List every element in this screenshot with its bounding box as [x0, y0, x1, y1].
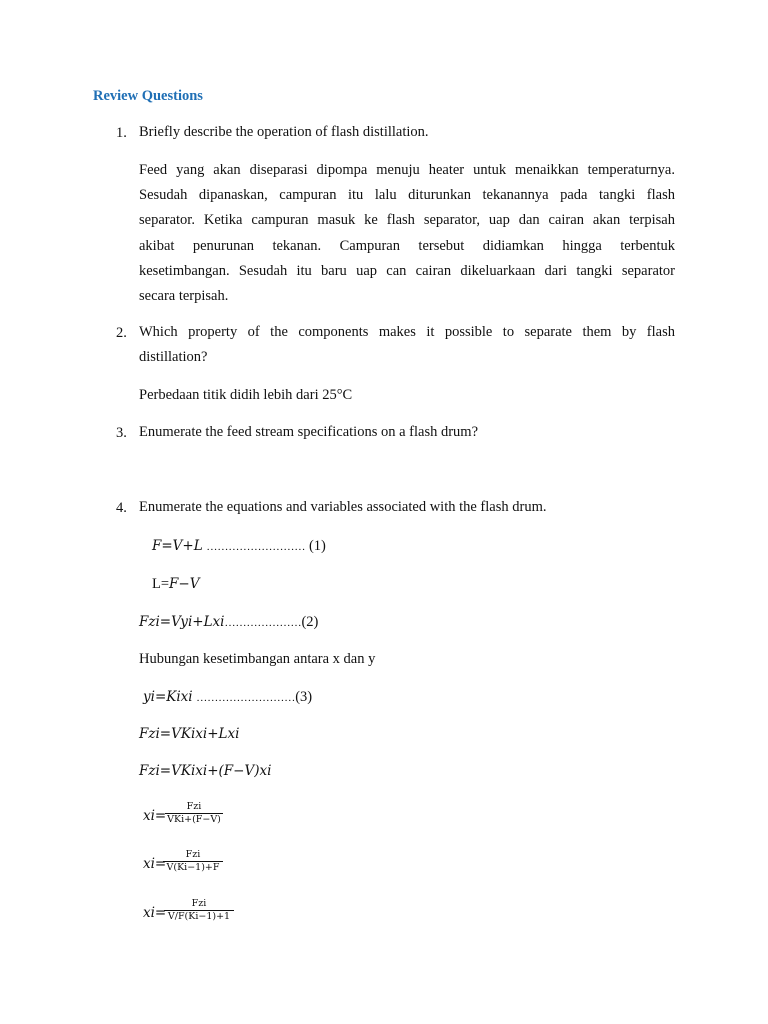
fraction-3-denominator: V/F(Ki−1)+1	[167, 911, 231, 922]
equation-3-tag: (3)	[295, 689, 313, 705]
equation-5	[139, 761, 271, 781]
relation-text: Hubungan kesetimbangan antara x dan y	[139, 651, 376, 667]
equation-5-expr: Fzi=VKixi+(F−V)xi	[139, 763, 272, 779]
fraction-3-numerator: Fzi	[191, 898, 207, 909]
q1-answer-line: Feed yang akan diseparasi dipompa menuju heater untuk menaikkan temperaturnya.	[139, 162, 675, 178]
review-questions-heading	[93, 88, 203, 105]
equation-1b	[152, 574, 199, 594]
equation-2-expr: Fzi=Vyi+Lxi	[139, 614, 225, 630]
equation-3-dots: ………………………	[196, 692, 296, 704]
q3-number: 3.	[116, 425, 127, 441]
equation-1-dots: ………………………	[206, 541, 306, 553]
fraction-3-stack	[164, 898, 234, 923]
equation-2-tag: (2)	[301, 614, 319, 630]
q1-question: Briefly describe the operation of flash distillation.	[139, 124, 429, 140]
equation-1b-prefix: L=	[152, 576, 170, 592]
fraction-equation-2	[143, 849, 253, 879]
fraction-equation-3	[143, 898, 263, 928]
q1-answer-line: kesetimbangan. Sesudah itu baru uap can cairan dikeluarkaan dari tangki separator	[139, 262, 675, 279]
equation-1	[152, 536, 326, 557]
equation-1-tag: (1)	[308, 538, 326, 554]
fraction-2-stack	[163, 849, 223, 874]
q1-answer-line: secara terpisah.	[139, 288, 229, 305]
fraction-1-numerator: Fzi	[186, 801, 202, 812]
q1-number: 1.	[116, 125, 127, 141]
q2-question	[139, 320, 675, 370]
equation-1-expr: F=V+L	[152, 538, 203, 554]
equation-3-expr: yi=Kixi	[143, 689, 193, 705]
q2-number: 2.	[116, 325, 127, 341]
equation-1b-expr: F−V	[169, 576, 200, 592]
q1-answer-line: separator. Ketika campuran masuk ke flash separator, uap dan cairan akan terpisah	[139, 212, 675, 229]
q2-answer: Perbedaan titik didih lebih dari 25°C	[139, 387, 353, 403]
q4-question: Enumerate the equations and variables associated with the flash drum.	[139, 499, 547, 515]
q3-question: Enumerate the feed stream specifications on a flash drum?	[139, 424, 479, 440]
q4-number: 4.	[116, 500, 127, 516]
fraction-equation-1	[143, 801, 253, 831]
equation-4	[139, 724, 239, 744]
fraction-2-numerator: Fzi	[185, 849, 201, 860]
equation-2	[139, 612, 318, 633]
q1-answer-line: akibat penurunan tekanan. Campuran tersebut didiamkan hingga terbentuk	[139, 237, 675, 254]
equation-3	[143, 687, 312, 708]
fraction-2-lhs: xi=	[143, 856, 167, 872]
heading-text: Review Questions	[93, 88, 203, 104]
fraction-3-lhs: xi=	[143, 905, 167, 921]
q1-answer	[139, 158, 675, 309]
q1-answer-line: Sesudah dipanaskan, campuran itu lalu diturunkan tekanannya pada tangki flash	[139, 187, 675, 204]
fraction-1-lhs: xi=	[143, 808, 167, 824]
fraction-2-denominator: V(Ki−1)+F	[166, 862, 220, 873]
fraction-1-denominator: VKi+(F−V)	[167, 814, 221, 825]
equation-4-expr: Fzi=VKixi+Lxi	[139, 726, 240, 742]
fraction-1-stack	[165, 801, 223, 826]
q2-question-line: distillation?	[139, 349, 208, 365]
q2-question-line: Which property of the components makes it possible to separate them by flash	[139, 324, 675, 340]
equation-2-dots: …………………	[224, 617, 302, 629]
